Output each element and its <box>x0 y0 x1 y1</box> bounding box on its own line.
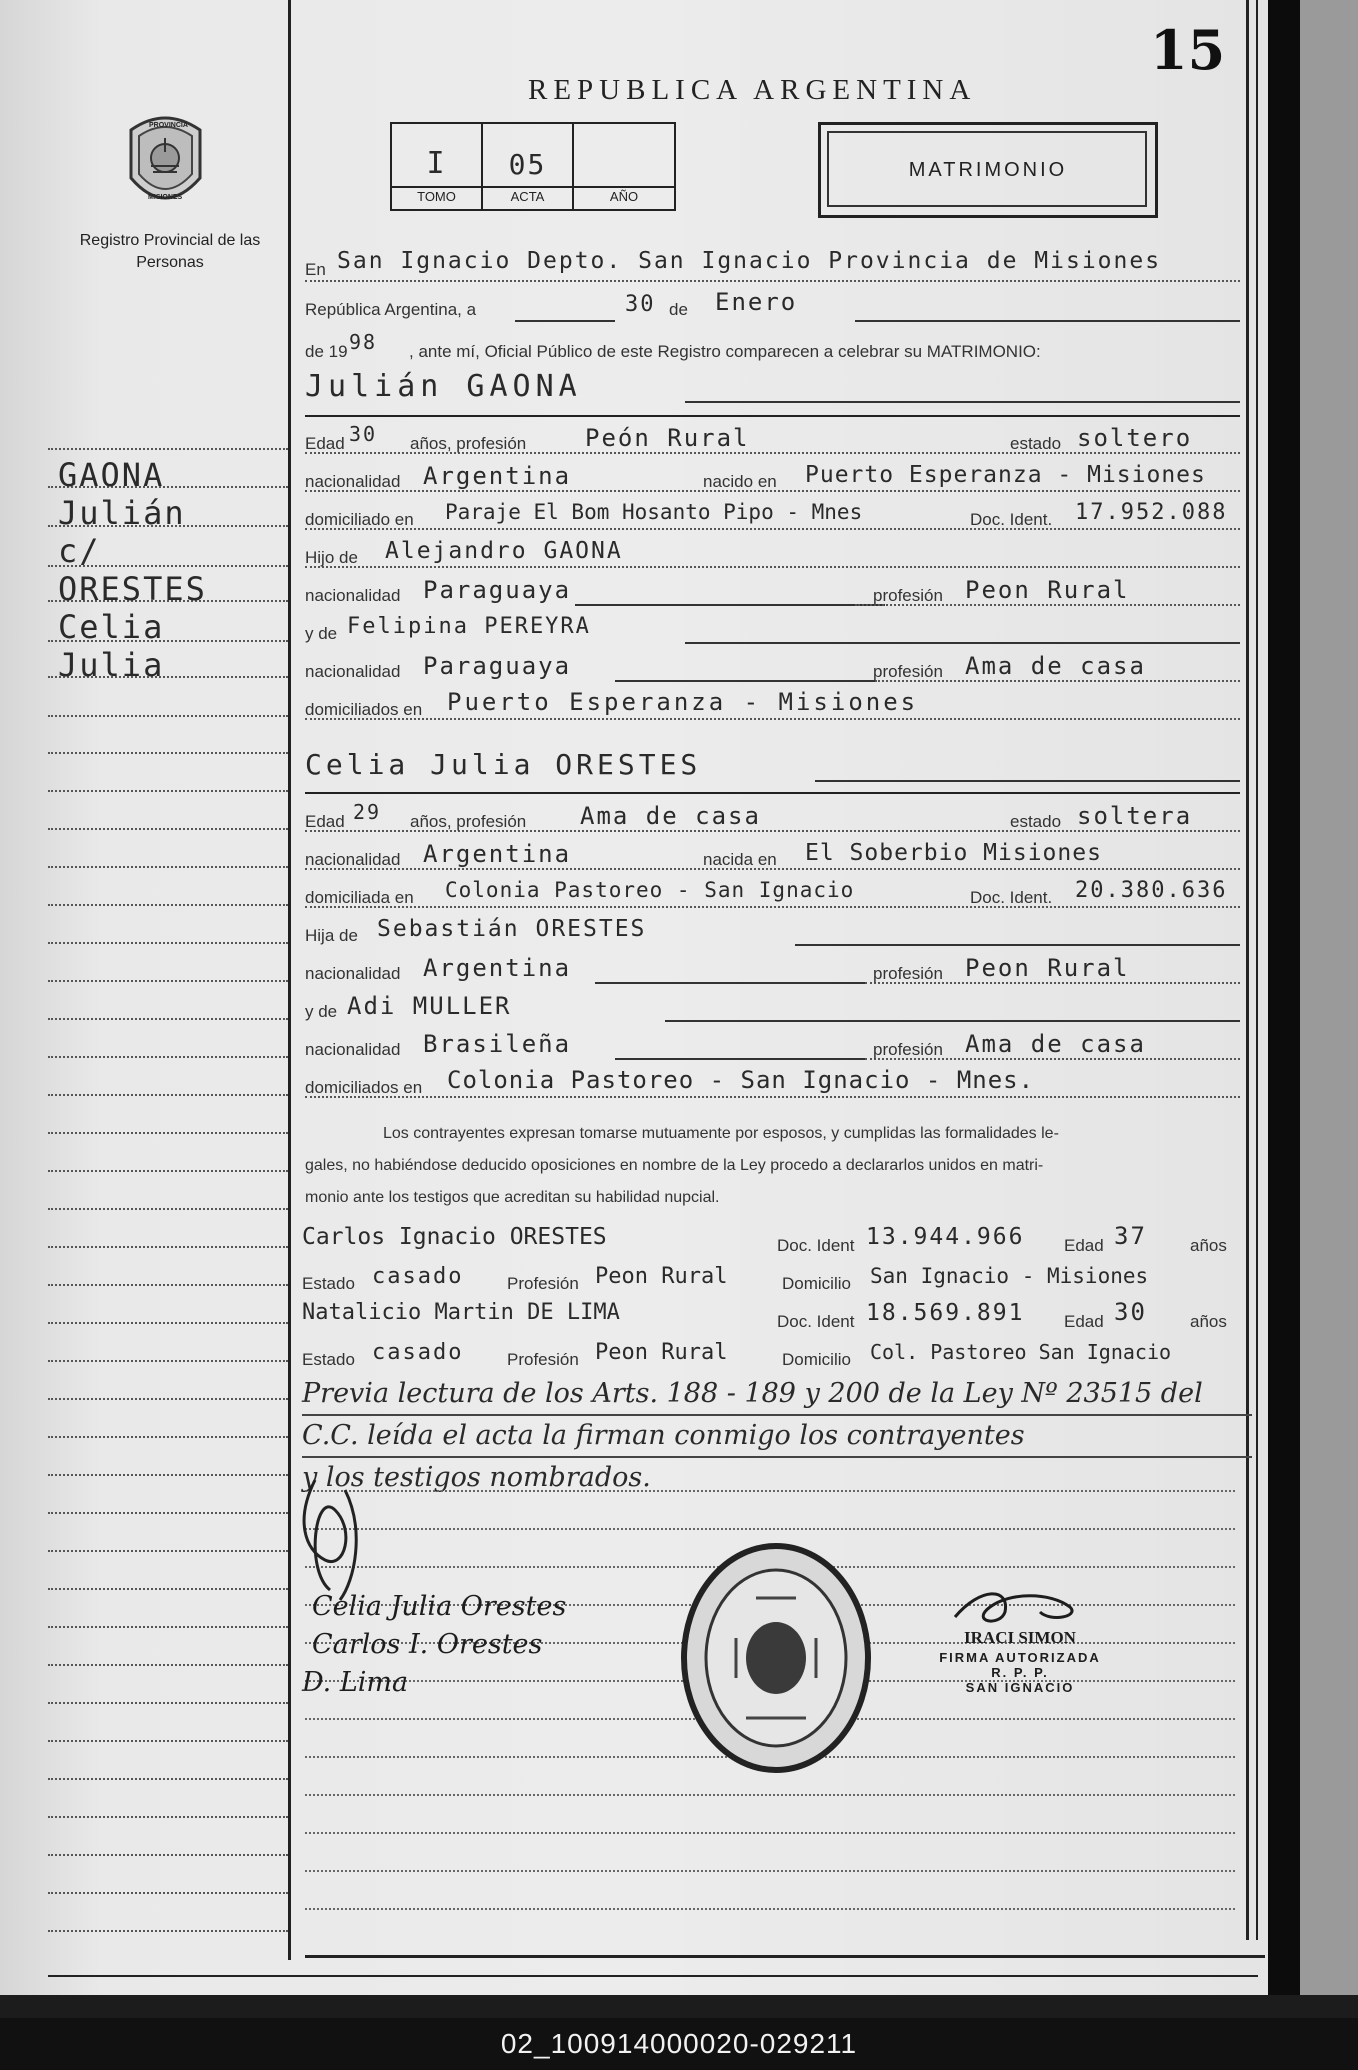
groom-father-nat-row <box>305 572 1240 610</box>
provincial-seal <box>123 108 208 216</box>
bride-address: Colonia Pastoreo - San Ignacio <box>445 878 855 902</box>
groom-mother: Felipina PEREYRA <box>347 614 591 639</box>
witness-1-age: 37 <box>1114 1222 1147 1250</box>
seal-bottom-text: MISIONES <box>148 194 183 201</box>
doc-ident-label: Doc. Ident. <box>970 888 1053 907</box>
bride-doc: 20.380.636 <box>1075 878 1228 903</box>
country-title: REPUBLICA ARGENTINA <box>528 74 977 106</box>
profesion-label: profesión <box>873 662 943 681</box>
groom-mother-nat-row <box>305 648 1240 686</box>
witness-2-detail-row <box>302 1336 1237 1374</box>
republic-label: República Argentina, a <box>305 300 477 319</box>
declaration-line: Los contrayentes expresan tomarse mutuamente por esposos, y cumplidas las formalidades le- <box>383 1125 1059 1142</box>
nacionalidad-label: nacionalidad <box>305 1040 401 1059</box>
margin-name: ORESTES <box>58 570 207 608</box>
bride-father-profession: Peon Rural <box>965 954 1130 982</box>
groom-status: soltero <box>1077 424 1193 452</box>
document-type: MATRIMONIO <box>908 159 1068 181</box>
witness-1-detail-row <box>302 1260 1237 1298</box>
right-border-inner <box>1256 0 1258 1940</box>
place-value: San Ignacio Depto. San Ignacio Provincia de Misiones <box>337 248 1162 274</box>
groom-age-row <box>305 420 1240 458</box>
profesion-label: Profesión <box>507 1350 579 1369</box>
margin-name: Julián <box>58 494 186 532</box>
witness-2-status: casado <box>372 1340 464 1365</box>
ano-label: AÑO <box>609 189 639 204</box>
bottom-border-outer <box>48 1975 1258 1977</box>
place-row <box>305 248 1240 288</box>
witness-1-row <box>302 1222 1237 1260</box>
nacida-en-label: nacida en <box>703 850 777 869</box>
bride-name: Celia Julia ORESTES <box>305 748 702 781</box>
witness-1-profession: Peon Rural <box>595 1264 728 1289</box>
month-value: Enero <box>715 288 798 316</box>
record-box <box>390 122 676 211</box>
bride-nationality: Argentina <box>423 840 572 868</box>
appear-text: , ante mí, Oficial Público de este Registro comparecen a celebrar su MATRIMONIO: <box>409 342 1041 361</box>
domiciliado-label: domiciliado en <box>305 510 414 529</box>
edad-label: Edad <box>305 434 345 453</box>
witness-2-row <box>302 1298 1237 1336</box>
bride-mother-nat-row <box>305 1026 1240 1064</box>
bride-mother: Adi MULLER <box>347 992 512 1020</box>
closing-note <box>302 1374 1252 1498</box>
nacionalidad-label: nacionalidad <box>305 964 401 983</box>
groom-name-row <box>305 365 1240 409</box>
y-de-label: y de <box>305 1002 338 1021</box>
officer-stamp <box>900 1628 1140 1695</box>
bride-mother-row <box>305 988 1240 1026</box>
margin-name: Celia <box>58 608 165 646</box>
bride-mother-nationality: Brasileña <box>423 1030 572 1058</box>
bride-parents-address: Colonia Pastoreo - San Ignacio - Mnes. <box>447 1066 1035 1094</box>
acta-label: ACTA <box>510 189 545 204</box>
y-de-label: y de <box>305 624 338 643</box>
signature-bride: Celia Julia Orestes <box>312 1591 567 1622</box>
day-value: 30 <box>625 292 656 317</box>
bride-father-nationality: Argentina <box>423 954 572 982</box>
edad-label: Edad <box>1064 1236 1104 1255</box>
bride-mother-profession: Ama de casa <box>965 1030 1146 1058</box>
witness-2-age: 30 <box>1114 1298 1147 1326</box>
anos-label: años <box>1190 1236 1227 1255</box>
margin-name: GAONA <box>58 456 165 494</box>
bride-profession: Ama de casa <box>580 802 761 830</box>
nacido-en-label: nacido en <box>703 472 777 491</box>
groom-address-row <box>305 496 1240 534</box>
profesion-label: profesión <box>873 964 943 983</box>
tomo-value: I <box>426 146 447 181</box>
estado-label: estado <box>1010 812 1062 831</box>
footer-code: 02_100914000020-029211 <box>500 2028 858 2059</box>
nacionalidad-label: nacionalidad <box>305 662 401 681</box>
bride-status: soltera <box>1077 802 1193 830</box>
witness-2-profession: Peon Rural <box>595 1340 728 1365</box>
groom-father-profession: Peon Rural <box>965 576 1130 604</box>
officer-signature <box>950 1582 1090 1632</box>
document-type-box <box>818 122 1158 218</box>
groom-doc: 17.952.088 <box>1075 500 1228 525</box>
contracting-signatures <box>302 1588 567 1702</box>
domiciliados-label: domiciliados en <box>305 700 423 719</box>
witness-2-name: Natalicio Martin DE LIMA <box>302 1300 620 1325</box>
margin-name: Julia <box>58 646 165 684</box>
bride-father: Sebastián ORESTES <box>377 916 647 942</box>
officer-location: SAN IGNACIO <box>965 1680 1075 1695</box>
closing-line: y los testigos nombrados. <box>302 1462 651 1493</box>
groom-parents-address-row <box>305 686 1240 724</box>
witness-1-address: San Ignacio - Misiones <box>870 1264 1149 1288</box>
nacionalidad-label: nacionalidad <box>305 586 401 605</box>
registry-round-seal <box>676 1538 876 1778</box>
estado-label: estado <box>1010 434 1062 453</box>
officer-name: IRACI SIMON <box>964 1628 1076 1647</box>
witness-1-doc: 13.944.966 <box>866 1224 1025 1250</box>
year-row <box>305 330 1240 370</box>
declaration-line: gales, no habiéndose deducido oposiciones en nombre de la Ley procedo a declararlos unidos en matri- <box>305 1157 1044 1174</box>
domicilio-label: Domicilio <box>782 1350 851 1369</box>
bride-age-row <box>305 798 1240 836</box>
nacionalidad-label: nacionalidad <box>305 850 401 869</box>
bride-father-nat-row <box>305 950 1240 988</box>
doc-ident-label: Doc. Ident. <box>970 510 1053 529</box>
hijo-de-label: Hijo de <box>305 548 358 567</box>
year-value: 98 <box>349 330 378 354</box>
profesion-label: profesión <box>873 1040 943 1059</box>
acta-value: 05 <box>508 148 547 181</box>
declaration <box>305 1118 1235 1214</box>
domiciliada-label: domiciliada en <box>305 888 414 907</box>
groom-parents-address: Puerto Esperanza - Misiones <box>447 688 919 716</box>
bride-age: 29 <box>353 800 382 824</box>
officer-title: FIRMA AUTORIZADA <box>939 1650 1101 1665</box>
profesion-label: Profesión <box>507 1274 579 1293</box>
column-divider <box>288 0 291 1960</box>
bottom-border <box>305 1955 1265 1958</box>
bride-name-row <box>305 744 1240 788</box>
signature-witness-1: Carlos I. Orestes <box>312 1629 543 1660</box>
de-label: de <box>669 300 688 319</box>
estado-label: Estado <box>302 1350 355 1369</box>
groom-mother-nationality: Paraguaya <box>423 652 572 680</box>
groom-age: 30 <box>349 422 378 446</box>
date-row <box>305 288 1240 328</box>
bride-parents-address-row <box>305 1064 1240 1102</box>
anos-profesion-label: años, profesión <box>410 434 527 453</box>
groom-mother-profession: Ama de casa <box>965 652 1146 680</box>
groom-father-nationality: Paraguaya <box>423 576 572 604</box>
anos-profesion-label: años, profesión <box>410 812 527 831</box>
edad-label: Edad <box>1064 1312 1104 1331</box>
nacionalidad-label: nacionalidad <box>305 472 401 491</box>
anos-label: años <box>1190 1312 1227 1331</box>
margin-name: c/ <box>58 532 101 570</box>
groom-mother-row <box>305 610 1240 648</box>
doc-ident-label: Doc. Ident <box>777 1312 855 1331</box>
witness-2-doc: 18.569.891 <box>866 1300 1025 1326</box>
year-prefix: de 19 <box>305 342 348 361</box>
registry-name: Registro Provincial de las Personas <box>79 232 261 271</box>
groom-father-row <box>305 534 1240 572</box>
groom-birthplace: Puerto Esperanza - Misiones <box>805 462 1206 488</box>
groom-father: Alejandro GAONA <box>385 538 623 564</box>
domiciliados-label: domiciliados en <box>305 1078 423 1097</box>
closing-line: C.C. leída el acta la firman conmigo los contrayentes <box>302 1416 1252 1458</box>
bride-birthplace: El Soberbio Misiones <box>805 840 1102 866</box>
groom-nationality: Argentina <box>423 462 572 490</box>
seal-top-text: PROVINCIA <box>149 122 188 129</box>
domicilio-label: Domicilio <box>782 1274 851 1293</box>
doc-ident-label: Doc. Ident <box>777 1236 855 1255</box>
groom-nationality-row <box>305 458 1240 496</box>
witness-1-name: Carlos Ignacio ORESTES <box>302 1224 607 1250</box>
bride-nationality-row <box>305 836 1240 874</box>
bride-address-row <box>305 874 1240 912</box>
hija-de-label: Hija de <box>305 926 358 945</box>
right-border <box>1246 0 1249 1940</box>
closing-line: Previa lectura de los Arts. 188 - 189 y 200 de la Ley Nº 23515 del <box>302 1374 1252 1416</box>
groom-address: Paraje El Bom Hosanto Pipo - Mnes <box>445 500 863 524</box>
groom-name: Julián GAONA <box>305 369 582 404</box>
bride-father-row <box>305 912 1240 950</box>
officer-office: R. P. P. <box>991 1665 1049 1680</box>
groom-profession: Peón Rural <box>585 424 750 452</box>
margin-names <box>58 456 207 684</box>
page-number: 15 <box>1150 18 1226 82</box>
declaration-line: monio ante los testigos que acreditan su habilidad nupcial. <box>305 1189 720 1206</box>
witness-1-status: casado <box>372 1264 464 1289</box>
right-page-edge <box>1300 0 1358 1995</box>
profesion-label: profesión <box>873 586 943 605</box>
scan-footer <box>0 2018 1358 2070</box>
estado-label: Estado <box>302 1274 355 1293</box>
en-label: En <box>305 260 326 279</box>
tomo-label: TOMO <box>417 189 456 204</box>
witness-2-address: Col. Pastoreo San Ignacio <box>870 1340 1172 1364</box>
edad-label: Edad <box>305 812 345 831</box>
signature-witness-2: D. Lima <box>302 1667 409 1698</box>
